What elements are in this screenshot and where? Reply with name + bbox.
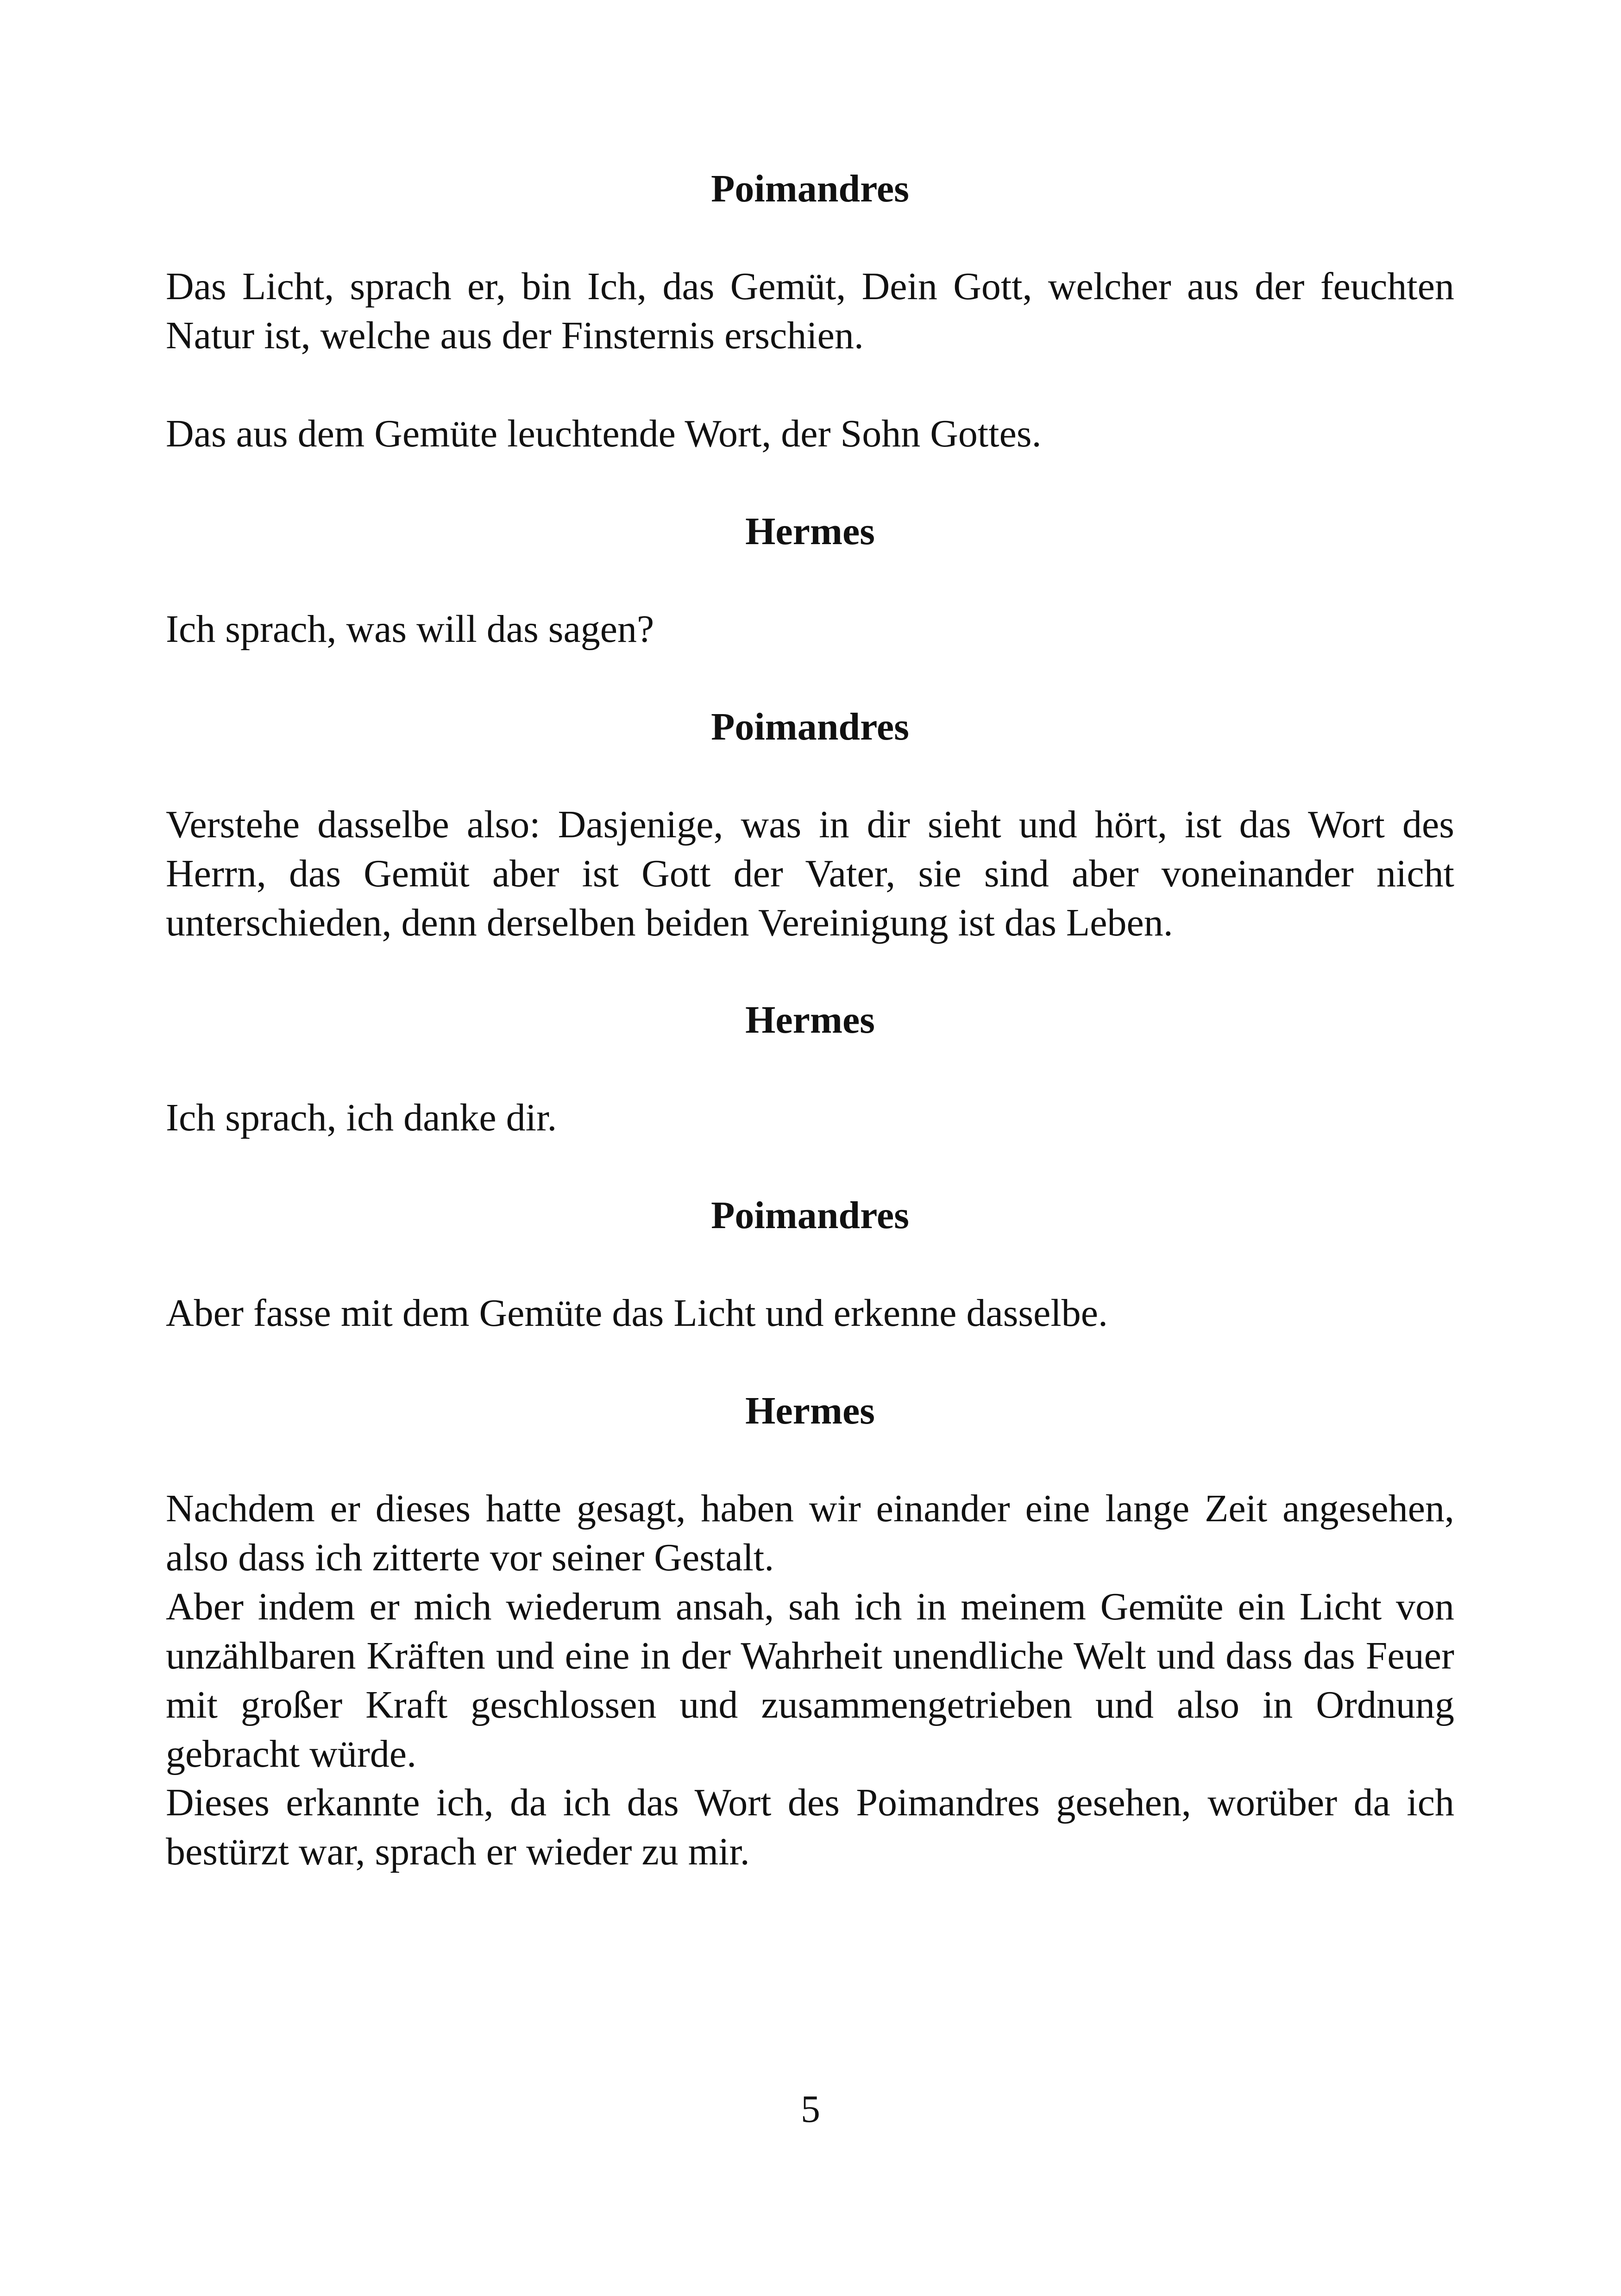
paragraph: Das aus dem Gemüte leuchtende Wort, der Sohn Gottes. — [166, 412, 1042, 455]
paragraph: Verstehe dasselbe also: Dasjenige, was in dir sieht und hört, ist das Wort des Herrn, das Gemüt aber ist Gott der Vater, sie sind aber voneinander nicht unterschieden, denn derselben beiden Vereinigung ist das Leben. — [166, 803, 1454, 944]
speaker-heading-poimandres: Poimandres — [711, 705, 909, 748]
page-number: 5 — [801, 2088, 820, 2131]
paragraph: Das Licht, sprach er, bin Ich, das Gemüt, Dein Gott, welcher aus der feuchten Natur ist, welche aus der Finsternis erschien. — [166, 265, 1454, 357]
paragraph: Nachdem er dieses hatte gesagt, haben wir einander eine lange Zeit angesehen, also dass ich zitterte vor seiner Gestalt. — [166, 1487, 1454, 1579]
speaker-heading-poimandres: Poimandres — [711, 167, 909, 210]
paragraph: Aber indem er mich wiederum ansah, sah ich in meinem Gemüte ein Licht von unzählbaren Kräften und eine in der Wahrheit unendliche Welt und dass das Feuer mit großer Kraft geschlossen und zusammengetrieben und also in Ordnung gebracht würde. — [166, 1585, 1454, 1775]
paragraph: Ich sprach, ich danke dir. — [166, 1096, 557, 1139]
speaker-heading-hermes: Hermes — [745, 510, 875, 553]
paragraph: Aber fasse mit dem Gemüte das Licht und erkenne dasselbe. — [166, 1292, 1108, 1335]
speaker-heading-hermes: Hermes — [745, 998, 875, 1041]
paragraph: Ich sprach, was will das sagen? — [166, 608, 654, 651]
speaker-heading-poimandres: Poimandres — [711, 1194, 909, 1237]
speaker-heading-hermes: Hermes — [745, 1389, 875, 1432]
paragraph: Dieses erkannte ich, da ich das Wort des Poimandres gesehen, worüber da ich bestürzt war, sprach er wieder zu mir. — [166, 1781, 1454, 1873]
